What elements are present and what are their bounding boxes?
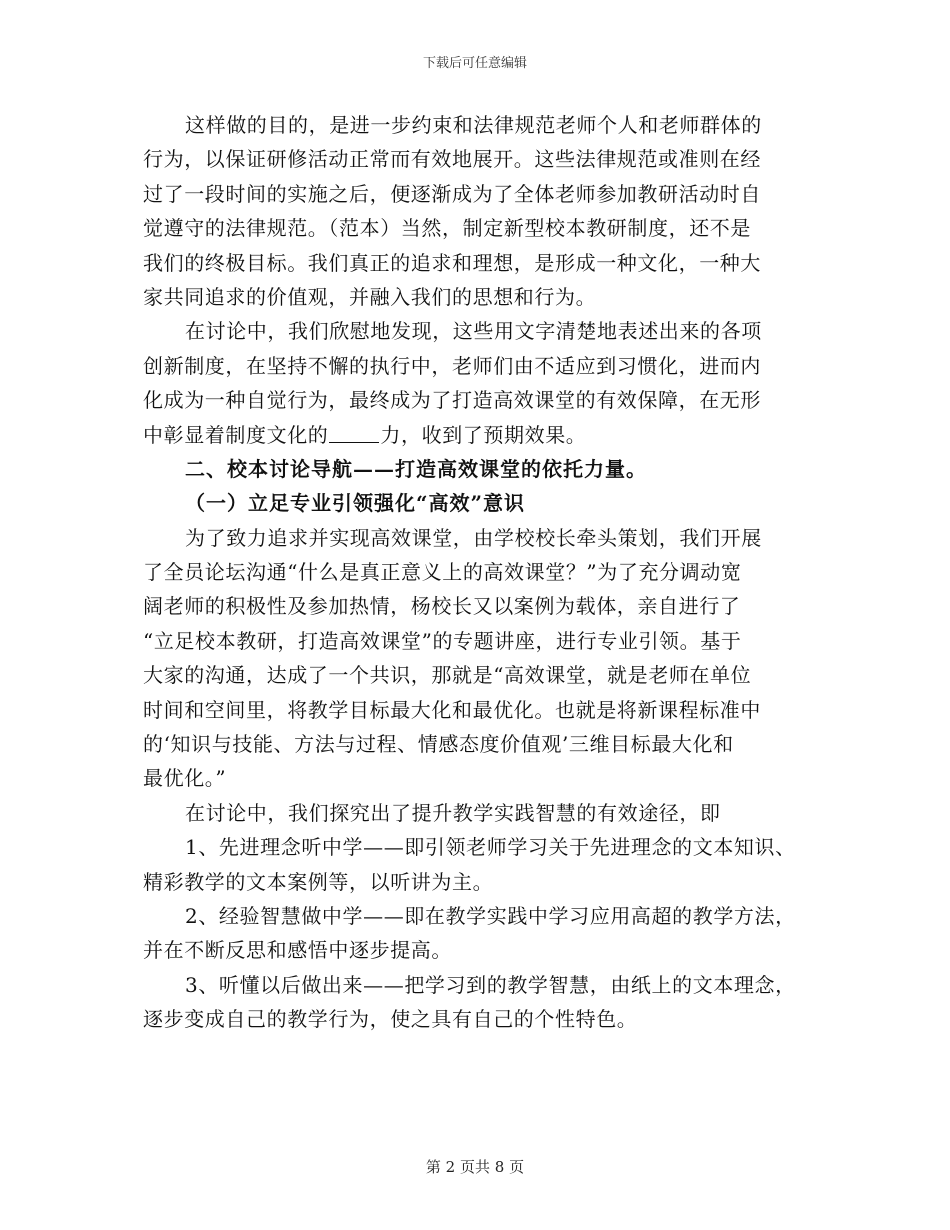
subsection-heading: （一）立足专业引领强化“高效”意识 [185, 491, 526, 516]
paragraph-line: 阔老师的积极性及参加热情，杨校长又以案例为载体，亲自进行了 [143, 594, 741, 619]
paragraph-line: 大家的沟通，达成了一个共识，那就是“高效课堂，就是老师在单位 [143, 663, 752, 688]
page-header: 下载后可任意编辑 [422, 56, 527, 71]
list-item-line: 2、经验智慧做中学——即在教学实践中学习应用高超的教学方法， [185, 903, 796, 928]
paragraph-line: 在讨论中，我们欣慰地发现，这些用文字清楚地表述出来的各项 [185, 319, 762, 344]
paragraph-line: 觉遵守的法律规范。（范本）当然，制定新型校本教研制度，还不是 [143, 216, 751, 241]
line-text-after-blank: 力，收到了预期效果。 [380, 422, 587, 447]
list-item-line: 精彩教学的文本案例等，以听讲为主。 [143, 869, 494, 894]
paragraph-line: 行为，以保证研修活动正常而有效地展开。这些法律规范或准则在经 [143, 147, 761, 172]
paragraph-line: 过了一段时间的实施之后，便逐渐成为了全体老师参加教研活动时自 [143, 181, 761, 206]
list-item-line: 1、先进理念听中学——即引领老师学习关于先进理念的文本知识、 [185, 835, 796, 860]
paragraph-line: 在讨论中，我们探究出了提升教学实践智慧的有效途径，即 [185, 800, 721, 825]
list-item-line: 逐步变成自己的教学行为，使之具有自己的个性特色。 [143, 1007, 638, 1032]
fill-in-blank [329, 426, 379, 443]
paragraph-line [143, 418, 803, 452]
line-text-before-blank: 中彰显着制度文化的 [143, 422, 329, 447]
list-item-line: 3、听懂以后做出来——把学习到的教学智慧，由纸上的文本理念， [185, 972, 796, 997]
paragraph-line: 了全员论坛沟通“什么是真正意义上的高效课堂？”为了充分调动宽 [143, 560, 742, 585]
paragraph-line: 化成为一种自觉行为，最终成为了打造高效课堂的有效保障，在无形 [143, 388, 761, 413]
section-heading: 二、校本讨论导航——打造高效课堂的依托力量。 [185, 456, 647, 481]
paragraph-line: 我们的终极目标。我们真正的追求和理想，是形成一种文化，一种大 [143, 250, 761, 275]
paragraph-line: 创新制度，在坚持不懈的执行中，老师们由不适应到习惯化，进而内 [143, 353, 761, 378]
list-item-line: 并在不断反思和感悟中逐步提高。 [143, 938, 452, 963]
paragraph-line: 时间和空间里，将教学目标最大化和最优化。也就是将新课程标准中 [143, 697, 761, 722]
paragraph-line: 的‘知识与技能、方法与过程、情感态度价值观’三维目标最大化和 [143, 732, 734, 757]
document-body [143, 108, 803, 1037]
paragraph-line: 最优化。” [143, 766, 227, 791]
page-footer: 第 2 页共 8 页 [425, 1158, 525, 1176]
paragraph-line: 这样做的目的，是进一步约束和法律规范老师个人和老师群体的 [185, 113, 762, 137]
paragraph-line: 家共同追求的价值观，并融入我们的思想和行为。 [143, 284, 597, 309]
paragraph-line: “立足校本教研，打造高效课堂”的专题讲座，进行专业引领。基于 [143, 628, 742, 653]
paragraph-line: 为了致力追求并实现高效课堂，由学校校长牵头策划，我们开展 [185, 525, 762, 550]
